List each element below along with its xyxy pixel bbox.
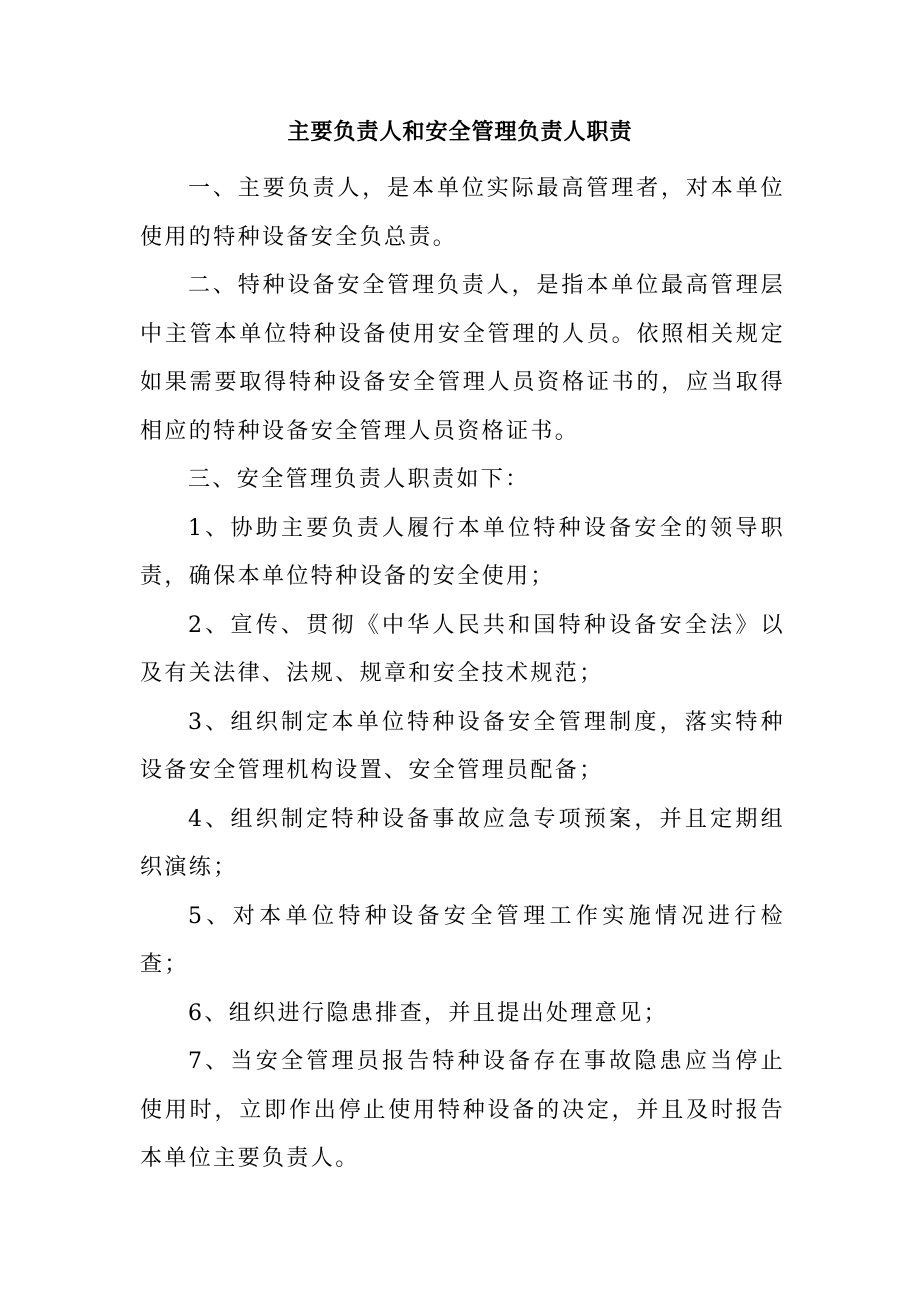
duty-item-4: 4、组织制定特种设备事故应急专项预案，并且定期组织演练； — [140, 806, 785, 880]
duty-item-6: 6、组织进行隐患排查，并且提出处理意见； — [188, 1000, 668, 1026]
duty-item-3: 3、组织制定本单位特种设备安全管理制度，落实特种设备安全管理机构设置、安全管理员配备； — [140, 709, 785, 783]
document-body — [140, 165, 785, 1184]
paragraph-2: 二、特种设备安全管理负责人，是指本单位最高管理层中主管本单位特种设备使用安全管理的人员。依照相关规定如果需要取得特种设备安全管理人员资格证书的，应当取得相应的特种设备安全管理人员资格证书。 — [140, 273, 785, 444]
paragraph-3: 三、安全管理负责人职责如下： — [188, 467, 530, 492]
duty-item-2: 2、宣传、贯彻《中华人民共和国特种设备安全法》以及有关法律、法规、规章和安全技术规范； — [140, 612, 785, 686]
duty-item-5: 5、对本单位特种设备安全管理工作实施情况进行检查； — [140, 903, 785, 977]
document-title: 主要负责人和安全管理负责人职责 — [287, 119, 633, 145]
duty-item-7: 7、当安全管理员报告特种设备存在事故隐患应当停止使用时，立即作出停止使用特种设备的决定，并且及时报告本单位主要负责人。 — [140, 1049, 785, 1171]
paragraph-1: 一、主要负责人，是本单位实际最高管理者，对本单位使用的特种设备安全负总责。 — [140, 176, 785, 250]
duty-item-1: 1、协助主要负责人履行本单位特种设备安全的领导职责，确保本单位特种设备的安全使用； — [140, 515, 785, 589]
